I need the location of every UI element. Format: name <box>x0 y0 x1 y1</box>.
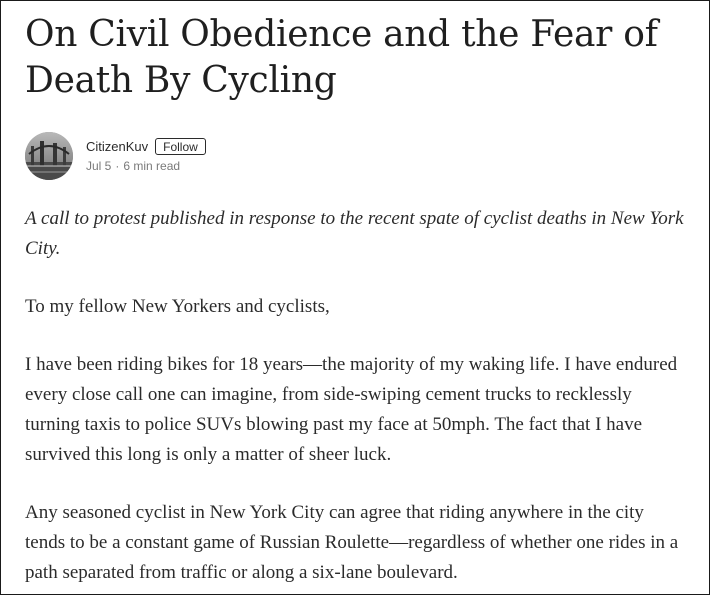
article-body <box>25 204 685 595</box>
post-meta <box>86 159 206 173</box>
avatar[interactable] <box>25 132 73 180</box>
article-subtitle: A call to protest published in response to the recent spate of cyclist deaths in New York City. <box>25 208 684 259</box>
article-title: On Civil Obedience and the Fear of Death By Cycling <box>25 14 658 101</box>
follow-button[interactable]: Follow <box>155 138 206 155</box>
paragraph-salutation: To my fellow New Yorkers and cyclists, <box>25 296 330 317</box>
publish-date: Jul 5 <box>86 159 112 173</box>
paragraph-experience: I have been riding bikes for 18 years—the majority of my waking life. I have endured every close call one can imagine, from side-swiping cement trucks to recklessly turning taxis to police SUVs blowing past my face at 50mph. The fact that I have survived this long is only a matter of sheer luck. <box>25 354 678 465</box>
avatar-image <box>25 132 73 180</box>
meta-separator: · <box>115 159 120 173</box>
paragraph-roulette: Any seasoned cyclist in New York City can agree that riding anywhere in the city tends to be a constant game of Russian Roulette—regardless of whether one rides in a path separated from traffic or along a six-lane boulevard. <box>25 502 679 583</box>
author-row <box>86 136 206 156</box>
read-time: 6 min read <box>123 159 181 173</box>
author-name-link[interactable]: CitizenKuv <box>86 138 149 154</box>
article <box>25 1 685 583</box>
author-byline <box>25 132 425 182</box>
author-info <box>86 136 206 173</box>
